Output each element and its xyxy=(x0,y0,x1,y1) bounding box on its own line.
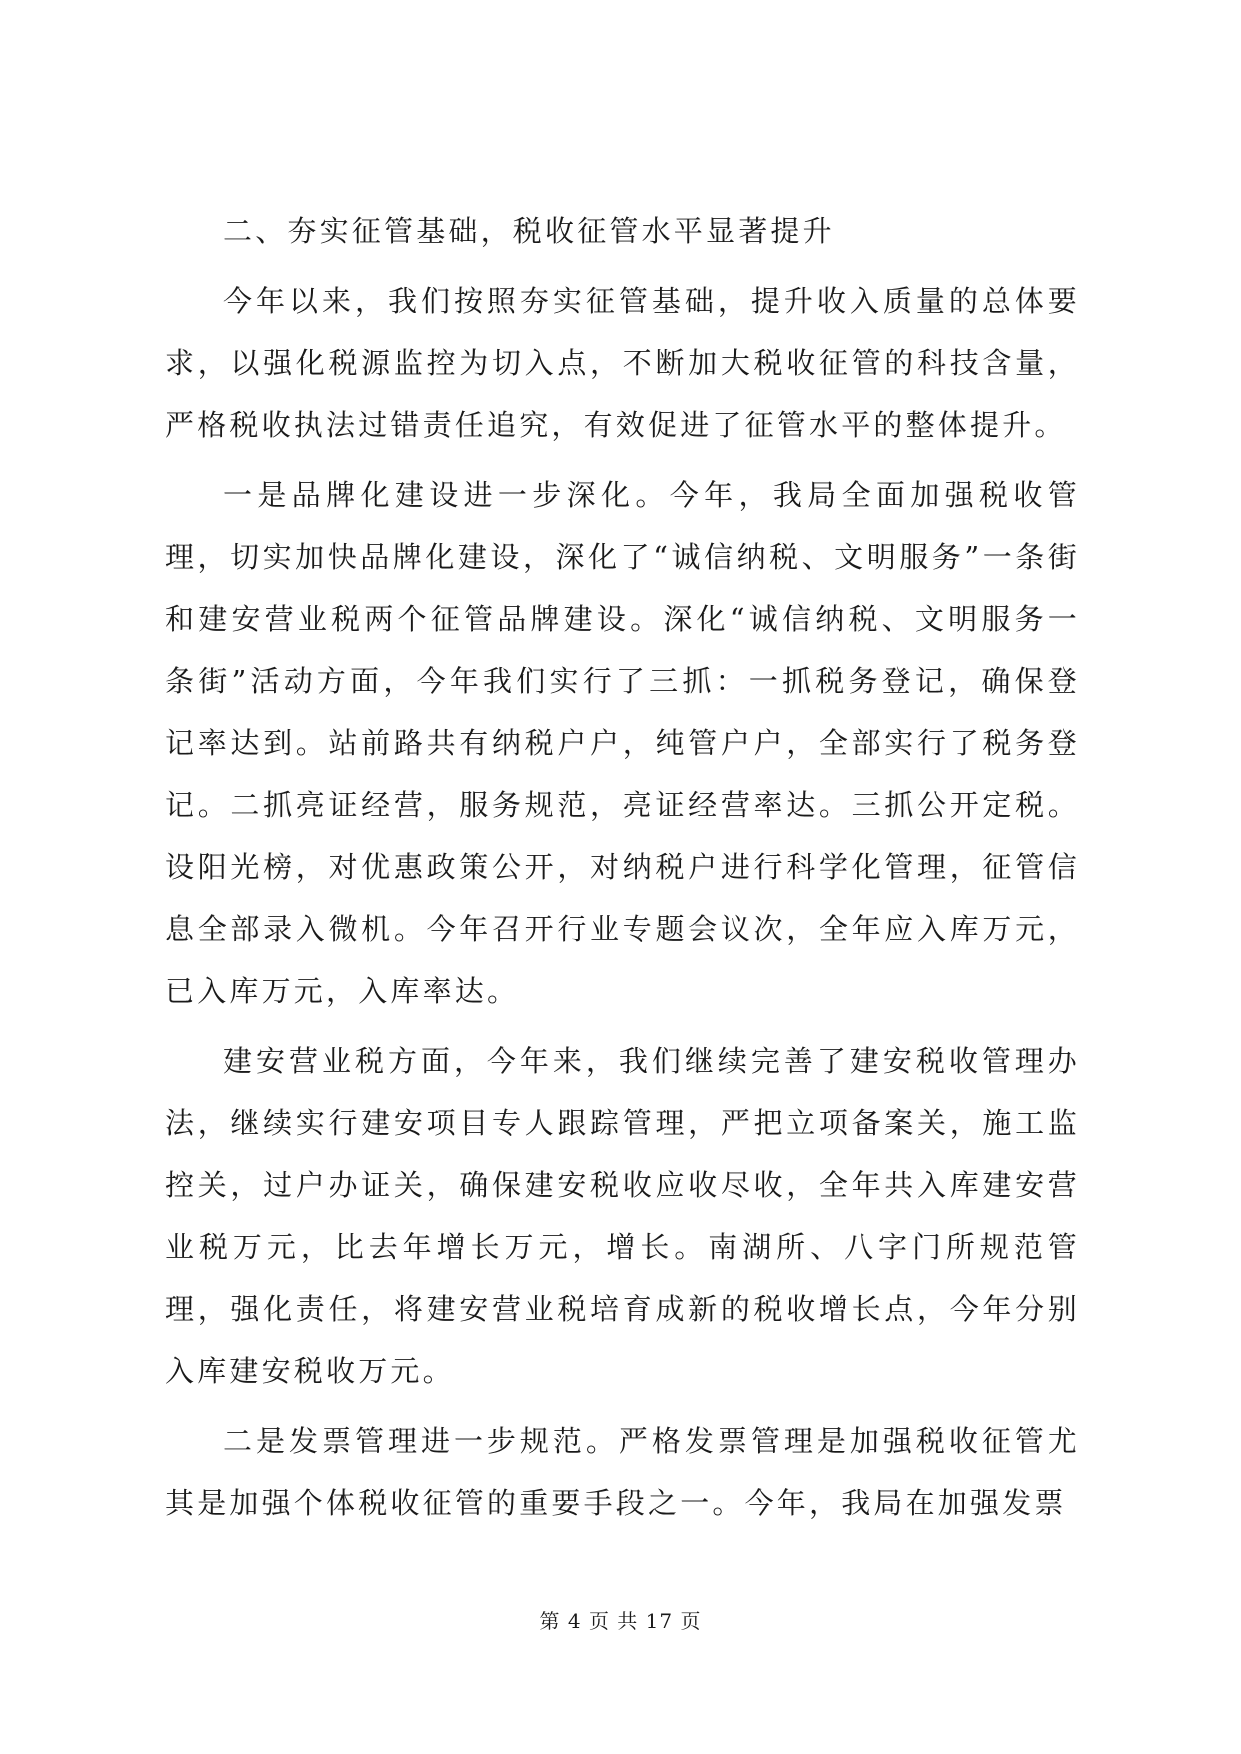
document-body xyxy=(165,200,1080,1534)
section-heading: 二、夯实征管基础，税收征管水平显著提升 xyxy=(223,214,835,248)
paragraph-branding: 一是品牌化建设进一步深化。今年，我局全面加强税收管理，切实加快品牌化建设，深化了“诚信纳税、文明服务”一条街和建安营业税两个征管品牌建设。深化“诚信纳税、文明服务一条街”活动方面，今年我们实行了三抓：一抓税务登记，确保登记率达到。站前路共有纳税户户，纯管户户，全部实行了税务登记。二抓亮证经营，服务规范，亮证经营率达。三抓公开定税。设阳光榜，对优惠政策公开，对纳税户进行科学化管理，征管信息全部录入微机。今年召开行业专题会议次，全年应入库万元，已入库万元，入库率达。 xyxy=(165,478,1080,1008)
paragraph-invoice-management: 二是发票管理进一步规范。严格发票管理是加强税收征管尤其是加强个体税收征管的重要手段之一。今年，我局在加强发票 xyxy=(165,1424,1080,1520)
paragraph-intro: 今年以来，我们按照夯实征管基础，提升收入质量的总体要求，以强化税源监控为切入点，不断加大税收征管的科技含量，严格税收执法过错责任追究，有效促进了征管水平的整体提升。 xyxy=(165,284,1080,442)
paragraph-construction-tax: 建安营业税方面，今年来，我们继续完善了建安税收管理办法，继续实行建安项目专人跟踪管理，严把立项备案关，施工监控关，过户办证关，确保建安税收应收尽收，全年共入库建安营业税万元，比去年增长万元，增长。南湖所、八字门所规范管理，强化责任，将建安营业税培育成新的税收增长点，今年分别入库建安税收万元。 xyxy=(165,1044,1080,1388)
page-number-footer: 第 4 页 共 17 页 xyxy=(539,1609,702,1633)
